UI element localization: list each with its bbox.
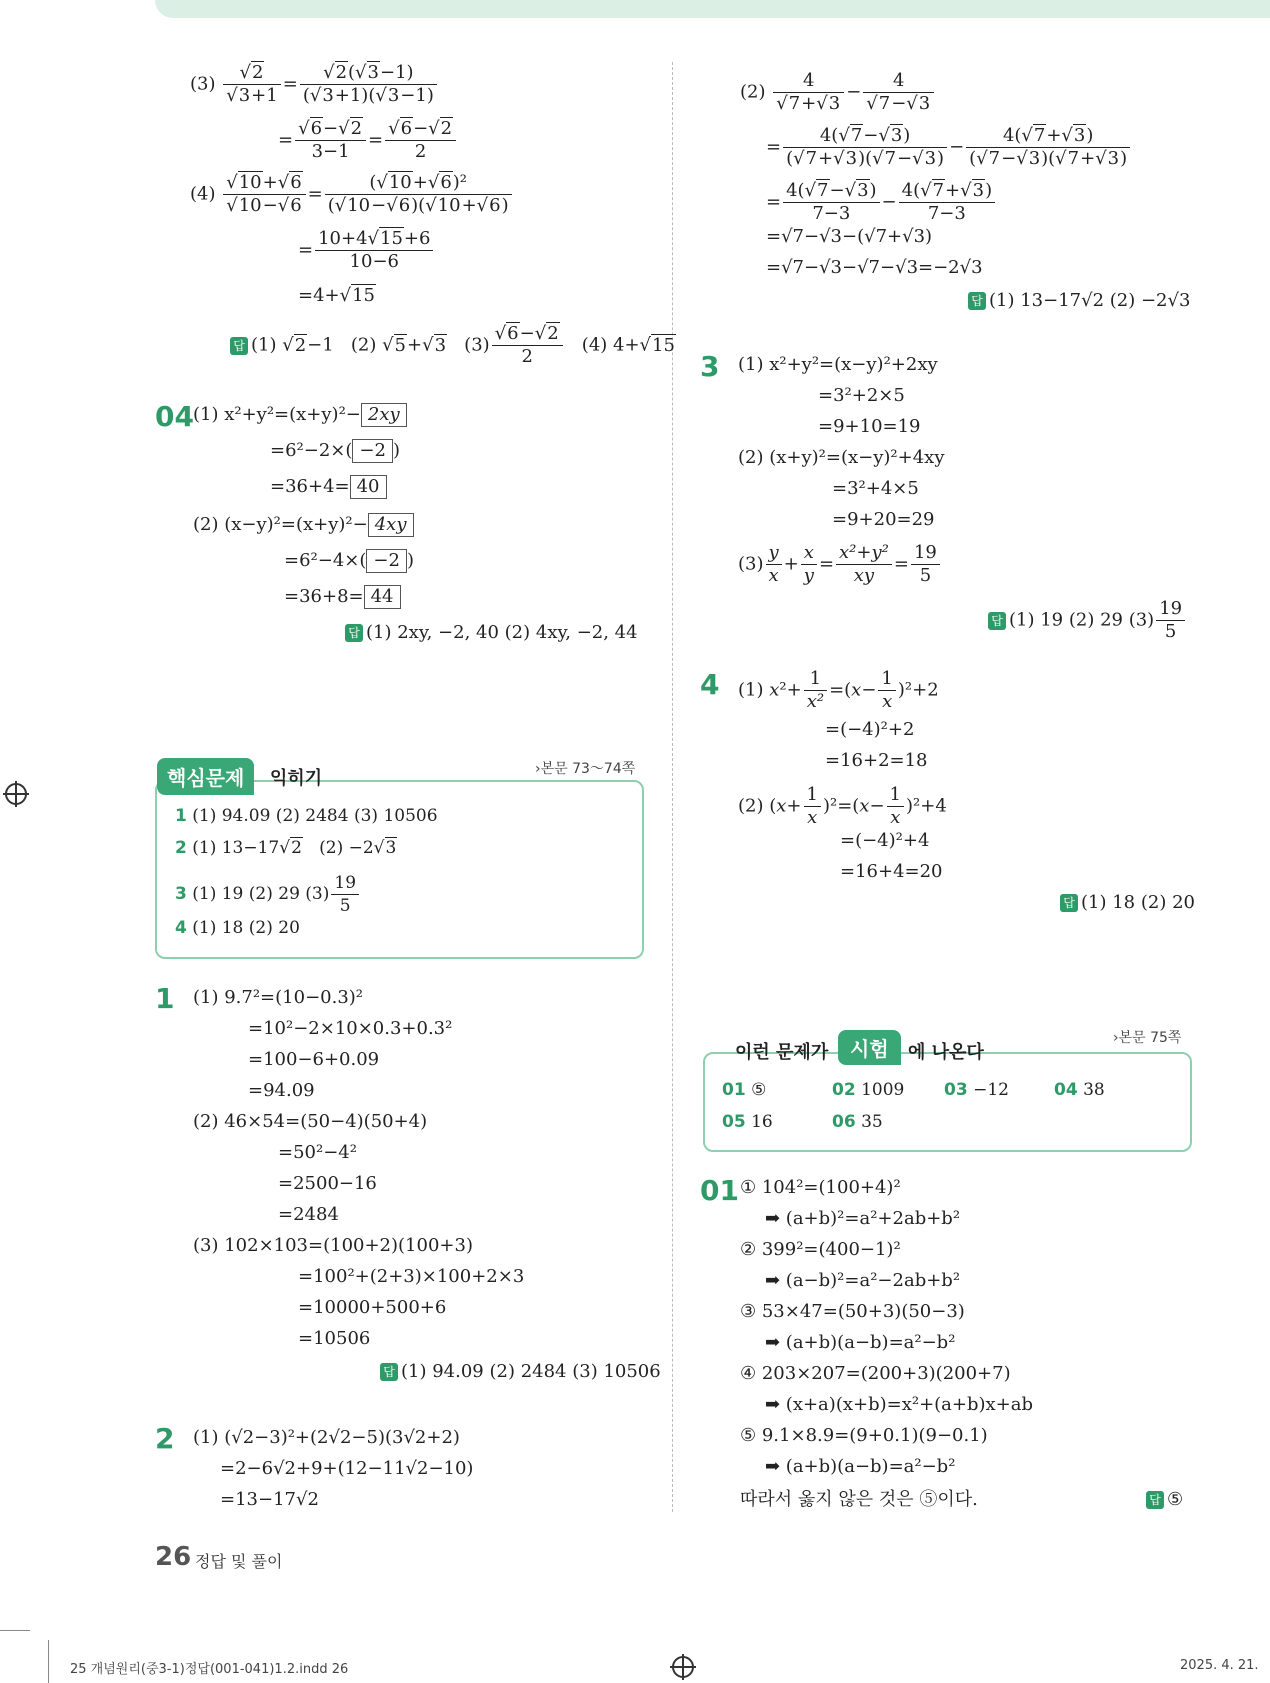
q3-line: =3²+2×5 <box>818 385 905 406</box>
q4-line: =(−4)²+4 <box>840 830 930 851</box>
q01-line: ➡ (a+b)²=a²+2ab+b² <box>765 1208 961 1229</box>
q1-answer: 답 (1) 94.09 (2) 2484 (3) 10506 <box>380 1359 661 1385</box>
p4-line1: (4) $\frac{√10+√6}{√10-√6}$ = $\frac{\text{(√10+√6)²}}{(√10-√6)(√10+√6)}$ <box>190 172 514 217</box>
exam-tag-post: 에 나온다 <box>908 1042 984 1063</box>
q1-line: (3) 102×103=(100+2)(100+3) <box>193 1235 473 1256</box>
q1-line: =10506 <box>298 1328 371 1349</box>
q1-line: (1) 9.7²=(10−0.3)² <box>193 987 364 1008</box>
q01-line: ⑤ 9.1×8.9=(9+0.1)(9−0.1) <box>740 1425 988 1446</box>
q01-line: ➡ (a+b)(a−b)=a²−b² <box>765 1332 956 1353</box>
q4-line: =(−4)²+2 <box>825 719 915 740</box>
q3-line: =9+10=19 <box>818 416 921 437</box>
q2-line: =13−17√2 <box>220 1489 319 1510</box>
q01-line: ④ 203×207=(200+3)(200+7) <box>740 1363 1011 1384</box>
q2-number: 2 <box>155 1422 175 1455</box>
q2-line: =2−6√2+9+(12−11√2−10) <box>220 1458 474 1479</box>
footer-date: 2025. 4. 21. <box>1180 1658 1259 1673</box>
section-label: 정답 및 풀이 <box>195 1552 283 1571</box>
exam-item: 05 16 <box>722 1112 773 1132</box>
q3-line: (1) x²+y²=(x−y)²+2xy <box>738 354 938 375</box>
exam-summary-box <box>703 1052 1192 1152</box>
r2-line2: = $\frac{4(√7-√3)}{(√7+√3)(√7-√3)}$ − $\frac{4(√7+√3)}{(√7-√3)(√7+√3)}$ <box>766 125 1132 170</box>
q1-line: =50²−4² <box>278 1142 357 1163</box>
exam-item: 02 1009 <box>832 1080 905 1100</box>
answer-prev: 답 (1) √2−1 (2) √5+√3 (3) $\frac{√6-√2}{2}$ (4) 4+√15 <box>230 323 676 368</box>
q1-line: =10000+500+6 <box>298 1297 447 1318</box>
q01-line: 따라서 옳지 않은 것은 ⑤이다. <box>740 1489 978 1510</box>
crop-mark <box>0 1630 30 1631</box>
core-row-4: 4 (1) 18 (2) 20 <box>175 918 300 938</box>
q4-line1: (1) x²+ $\frac{1}{\text{x²}}$ =(x− $\frac{1}{x}$ )²+2 <box>738 668 939 712</box>
q2-line: (1) (√2−3)²+(2√2−5)(3√2+2) <box>193 1427 460 1448</box>
footer-file: 25 개념원리(중3-1)정답(001-041)1.2.indd 26 <box>70 1662 349 1677</box>
q01-line: ③ 53×47=(50+3)(50−3) <box>740 1301 965 1322</box>
p4-line2: = $\frac{10+4√15+6}{10-6}$ <box>298 228 435 273</box>
q4-line: =16+2=18 <box>825 750 928 771</box>
q04-number: 04 <box>155 400 194 433</box>
top-band <box>155 0 1270 18</box>
q01-number: 01 <box>700 1174 739 1207</box>
q04-line3: =36+4= 40 <box>270 474 387 500</box>
core-row-3: 3 (1) 19 (2) 29 (3) $\frac{19}{5}$ <box>175 872 361 917</box>
p3-line2: = $\frac{√6-√2}{3-1}$ = $\frac{√6-√2}{2}$ <box>278 118 458 163</box>
q01-line: ➡ (x+a)(x+b)=x²+(a+b)x+ab <box>765 1394 1034 1415</box>
core-tag: 핵심문제 <box>157 758 254 795</box>
q3-number: 3 <box>700 350 720 383</box>
q1-number: 1 <box>155 982 175 1015</box>
registration-mark-icon <box>672 1656 694 1678</box>
column-divider <box>672 62 673 1512</box>
q04-line6: =36+8= 44 <box>284 584 401 610</box>
registration-mark-icon <box>5 783 27 805</box>
r2-line4: =√7−√3−(√7+√3) <box>766 226 933 247</box>
q01-line: ➡ (a+b)(a−b)=a²−b² <box>765 1456 956 1477</box>
core-ref: ›본문 73～74쪽 <box>535 761 636 777</box>
q3-line: =9+20=29 <box>832 509 935 530</box>
core-tag2: 익히기 <box>270 768 323 789</box>
core-row-1: 1 (1) 94.09 (2) 2484 (3) 10506 <box>175 806 438 826</box>
exam-item: 06 35 <box>832 1112 883 1132</box>
q04-line5: =6²−4×( −2 ) <box>284 550 414 571</box>
q1-line: =2484 <box>278 1204 339 1225</box>
r2-line1: (2) $\frac{4}{√7+√3}$ − $\frac{4}{√7-√3}$ <box>740 70 936 115</box>
core-row-2: 2 (1) 13−17√2 (2) −2√3 <box>175 838 397 858</box>
q01-line: ➡ (a−b)²=a²−2ab+b² <box>765 1270 961 1291</box>
q01-answer: 답 ⑤ <box>1146 1487 1183 1513</box>
p3-line1: (3) $\frac{√2}{√3+1}$ = $\frac{√2(√3-1)}{(√3+1)(√3-1)}$ <box>190 62 439 107</box>
exam-item: 03 −12 <box>944 1080 1009 1100</box>
q4-line4: (2) (x+ $\frac{1}{x}$ )²=(x− $\frac{1}{x}$ )²+4 <box>738 784 947 828</box>
exam-ref: ›본문 75쪽 <box>1113 1030 1182 1046</box>
q1-line: =10²−2×10×0.3+0.3² <box>248 1018 453 1039</box>
page-number: 26 <box>155 1542 192 1572</box>
q1-line: =94.09 <box>248 1080 315 1101</box>
exam-item: 04 38 <box>1054 1080 1105 1100</box>
q3-line: =3²+4×5 <box>832 478 919 499</box>
q1-line: =2500−16 <box>278 1173 377 1194</box>
q1-line: (2) 46×54=(50−4)(50+4) <box>193 1111 428 1132</box>
q3-line: (2) (x+y)²=(x−y)²+4xy <box>738 447 945 468</box>
q04-answer: 답 (1) 2xy, −2, 40 (2) 4xy, −2, 44 <box>345 620 638 646</box>
q4-number: 4 <box>700 668 720 701</box>
q4-line: =16+4=20 <box>840 861 943 882</box>
exam-item: 01 ⑤ <box>722 1080 767 1100</box>
q4-answer: 답 (1) 18 (2) 20 <box>1060 890 1195 916</box>
q04-line2: =6²−2×( −2 ) <box>270 440 400 461</box>
q01-line: ② 399²=(400−1)² <box>740 1239 901 1260</box>
q04-line4: (2) (x−y)²=(x+y)²− 4xy <box>193 512 414 538</box>
q1-line: =100²+(2+3)×100+2×3 <box>298 1266 525 1287</box>
q3-line3: (3) $\frac{y}{x}$ + $\frac{x}{y}$ = $\frac{\text{x²+y²}}{xy}$ = $\frac{19}{5}$ <box>738 542 942 587</box>
p4-line3: =4+√15 <box>298 285 375 306</box>
r2-line5: =√7−√3−√7−√3=−2√3 <box>766 257 983 278</box>
r2-line3: = $\frac{4(√7-√3)}{7-3}$ − $\frac{4(√7+√3)}{7-3}$ <box>766 180 997 225</box>
q3-answer: 답 (1) 19 (2) 29 (3) $\frac{19}{5}$ <box>988 598 1187 643</box>
q1-line: =100−6+0.09 <box>248 1049 380 1070</box>
q01-line: ① 104²=(100+4)² <box>740 1177 901 1198</box>
q04-line1: (1) x²+y²=(x+y)²− 2xy <box>193 402 407 428</box>
crop-mark <box>48 1640 49 1683</box>
exam-tag-pre: 이런 문제가 <box>735 1042 829 1063</box>
exam-tag: 시험 <box>838 1030 901 1065</box>
r2-answer: 답 (1) 13−17√2 (2) −2√3 <box>968 288 1190 314</box>
